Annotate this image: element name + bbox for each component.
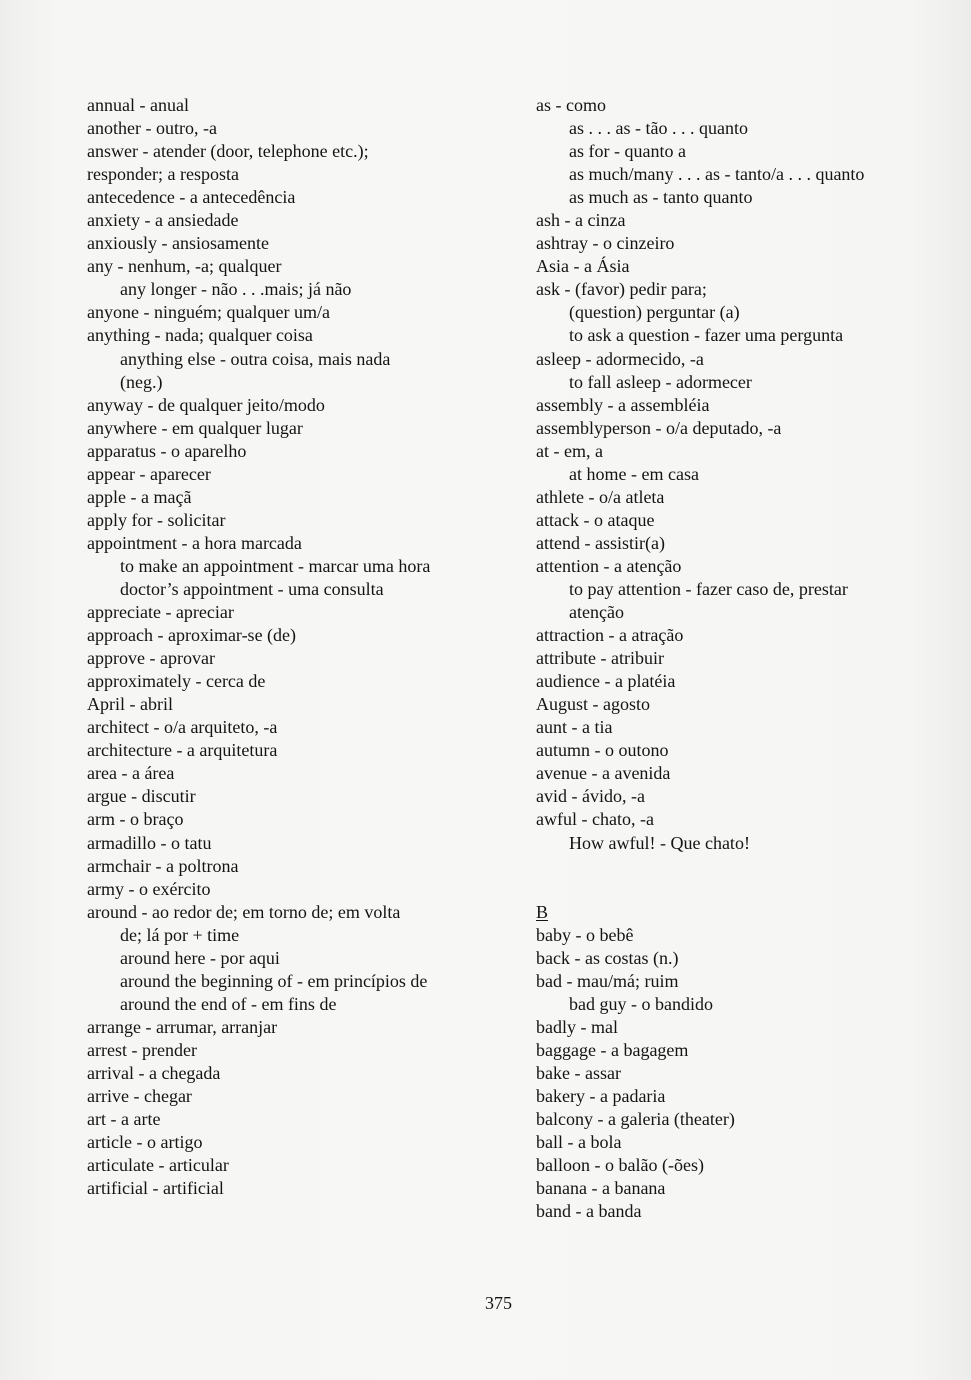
dictionary-entry: any - nenhum, -a; qualquer bbox=[87, 256, 282, 277]
dictionary-entry: arrive - chegar bbox=[87, 1086, 192, 1107]
dictionary-entry: area - a área bbox=[87, 763, 175, 784]
dictionary-entry: autumn - o outono bbox=[536, 740, 669, 761]
sub-entry: atenção bbox=[569, 602, 624, 623]
dictionary-entry: approach - aproximar-se (de) bbox=[87, 625, 297, 646]
dictionary-entry: approximately - cerca de bbox=[87, 671, 266, 692]
dictionary-entry: ball - a bola bbox=[536, 1132, 622, 1153]
dictionary-entry: assemblyperson - o/a deputado, -a bbox=[536, 417, 782, 438]
right-column bbox=[536, 94, 936, 1223]
dictionary-entry: arrange - arrumar, arranjar bbox=[87, 1016, 278, 1037]
dictionary-entry: answer - atender (door, telephone etc.); bbox=[87, 141, 369, 162]
sub-entry: around here - por aqui bbox=[120, 947, 280, 968]
sub-entry: to ask a question - fazer uma pergunta bbox=[569, 325, 844, 346]
dictionary-entry: appear - aparecer bbox=[87, 463, 211, 484]
dictionary-entry: audience - a platéia bbox=[536, 671, 676, 692]
sub-entry: as much as - tanto quanto bbox=[569, 187, 753, 208]
dictionary-entry: baby - o bebê bbox=[536, 924, 634, 945]
sub-entry: around the end of - em fins de bbox=[120, 993, 337, 1014]
section-heading: B bbox=[536, 901, 549, 922]
page-number: 375 bbox=[485, 1293, 512, 1313]
dictionary-entry: bake - assar bbox=[536, 1062, 621, 1083]
dictionary-entry: assembly - a assembléia bbox=[536, 394, 710, 415]
dictionary-entry: awful - chato, -a bbox=[536, 809, 654, 830]
sub-entry: to fall asleep - adormecer bbox=[569, 371, 752, 392]
dictionary-entry: April - abril bbox=[87, 694, 173, 715]
dictionary-entry: article - o artigo bbox=[87, 1132, 203, 1153]
dictionary-entry: anyway - de qualquer jeito/modo bbox=[87, 394, 325, 415]
sub-entry: at home - em casa bbox=[569, 463, 699, 484]
dictionary-entry: badly - mal bbox=[536, 1016, 618, 1037]
sub-entry: How awful! - Que chato! bbox=[569, 832, 750, 853]
dictionary-entry: armchair - a poltrona bbox=[87, 855, 239, 876]
dictionary-entry: anxiety - a ansiedade bbox=[87, 210, 239, 231]
dictionary-entry: another - outro, -a bbox=[87, 118, 217, 139]
dictionary-entry: attack - o ataque bbox=[536, 509, 655, 530]
sub-entry: doctor’s appointment - uma consulta bbox=[120, 578, 384, 599]
dictionary-entry: responder; a resposta bbox=[87, 164, 239, 185]
dictionary-entry: attraction - a atração bbox=[536, 625, 684, 646]
sub-entry: any longer - não . . .mais; já não bbox=[120, 279, 352, 300]
section-gap bbox=[536, 855, 936, 901]
dictionary-entry: balcony - a galeria (theater) bbox=[536, 1108, 735, 1129]
dictionary-entry: around - ao redor de; em torno de; em volta bbox=[87, 901, 401, 922]
dictionary-entry: arm - o braço bbox=[87, 809, 184, 830]
dictionary-entry: as - como bbox=[536, 95, 606, 115]
dictionary-entry: antecedence - a antecedência bbox=[87, 187, 296, 208]
dictionary-entry: ash - a cinza bbox=[536, 210, 626, 231]
dictionary-entry: band - a banda bbox=[536, 1201, 642, 1222]
dictionary-entry: arrest - prender bbox=[87, 1039, 197, 1060]
dictionary-entry: arrival - a chegada bbox=[87, 1062, 221, 1083]
dictionary-entry: anywhere - em qualquer lugar bbox=[87, 417, 303, 438]
sub-entry: around the beginning of - em princípios de bbox=[120, 970, 428, 991]
dictionary-entry: approve - aprovar bbox=[87, 648, 215, 669]
dictionary-entry: at - em, a bbox=[536, 440, 603, 461]
dictionary-entry: articulate - articular bbox=[87, 1155, 229, 1176]
sub-entry: to make an appointment - marcar uma hora bbox=[120, 555, 431, 576]
dictionary-entry: ashtray - o cinzeiro bbox=[536, 233, 675, 254]
dictionary-entry: appreciate - apreciar bbox=[87, 602, 234, 623]
dictionary-entry: attend - assistir(a) bbox=[536, 532, 665, 553]
dictionary-entry: bakery - a padaria bbox=[536, 1085, 666, 1106]
dictionary-entry: architect - o/a arquiteto, -a bbox=[87, 717, 278, 738]
dictionary-entry: Asia - a Ásia bbox=[536, 256, 630, 277]
dictionary-entry: balloon - o balão (-ões) bbox=[536, 1155, 704, 1176]
dictionary-entry: asleep - adormecido, -a bbox=[536, 348, 704, 369]
dictionary-entry: avid - ávido, -a bbox=[536, 786, 645, 807]
sub-entry: as . . . as - tão . . . quanto bbox=[569, 118, 748, 139]
dictionary-entry: baggage - a bagagem bbox=[536, 1039, 689, 1060]
sub-entry: bad guy - o bandido bbox=[569, 993, 713, 1014]
dictionary-entry: apply for - solicitar bbox=[87, 509, 226, 530]
dictionary-entry: attribute - atribuir bbox=[536, 648, 664, 669]
dictionary-entry: bad - mau/má; ruim bbox=[536, 970, 679, 991]
dictionary-entry: avenue - a avenida bbox=[536, 763, 671, 784]
dictionary-entry: armadillo - o tatu bbox=[87, 832, 212, 853]
dictionary-entry: banana - a banana bbox=[536, 1178, 666, 1199]
sub-entry: (question) perguntar (a) bbox=[569, 302, 740, 323]
dictionary-entry: appointment - a hora marcada bbox=[87, 532, 302, 553]
dictionary-entry: attention - a atenção bbox=[536, 555, 682, 576]
dictionary-entry: apple - a maçã bbox=[87, 486, 192, 507]
sub-entry: to pay attention - fazer caso de, prestar bbox=[569, 578, 848, 599]
dictionary-entry: argue - discutir bbox=[87, 786, 196, 807]
dictionary-entry: athlete - o/a atleta bbox=[536, 486, 665, 507]
dictionary-entry: August - agosto bbox=[536, 694, 650, 715]
sub-entry: anything else - outra coisa, mais nada bbox=[120, 348, 391, 369]
dictionary-entry: army - o exército bbox=[87, 878, 211, 899]
dictionary-entry: anxiously - ansiosamente bbox=[87, 233, 269, 254]
dictionary-entry: back - as costas (n.) bbox=[536, 947, 679, 968]
dictionary-entry: ask - (favor) pedir para; bbox=[536, 279, 707, 300]
dictionary-entry: anything - nada; qualquer coisa bbox=[87, 325, 313, 346]
dictionary-entry: annual - anual bbox=[87, 95, 189, 115]
dictionary-entry: apparatus - o aparelho bbox=[87, 440, 247, 461]
dictionary-entry: anyone - ninguém; qualquer um/a bbox=[87, 302, 330, 323]
sub-entry: as for - quanto a bbox=[569, 141, 686, 162]
dictionary-entry: artificial - artificial bbox=[87, 1178, 224, 1199]
sub-entry: as much/many . . . as - tanto/a . . . quanto bbox=[569, 164, 865, 185]
left-column bbox=[87, 94, 487, 1200]
sub-entry: de; lá por + time bbox=[120, 924, 240, 945]
dictionary-entry: art - a arte bbox=[87, 1109, 161, 1130]
dictionary-entry: architecture - a arquitetura bbox=[87, 740, 278, 761]
dictionary-entry: aunt - a tia bbox=[536, 717, 613, 738]
sub-entry: (neg.) bbox=[120, 371, 163, 392]
